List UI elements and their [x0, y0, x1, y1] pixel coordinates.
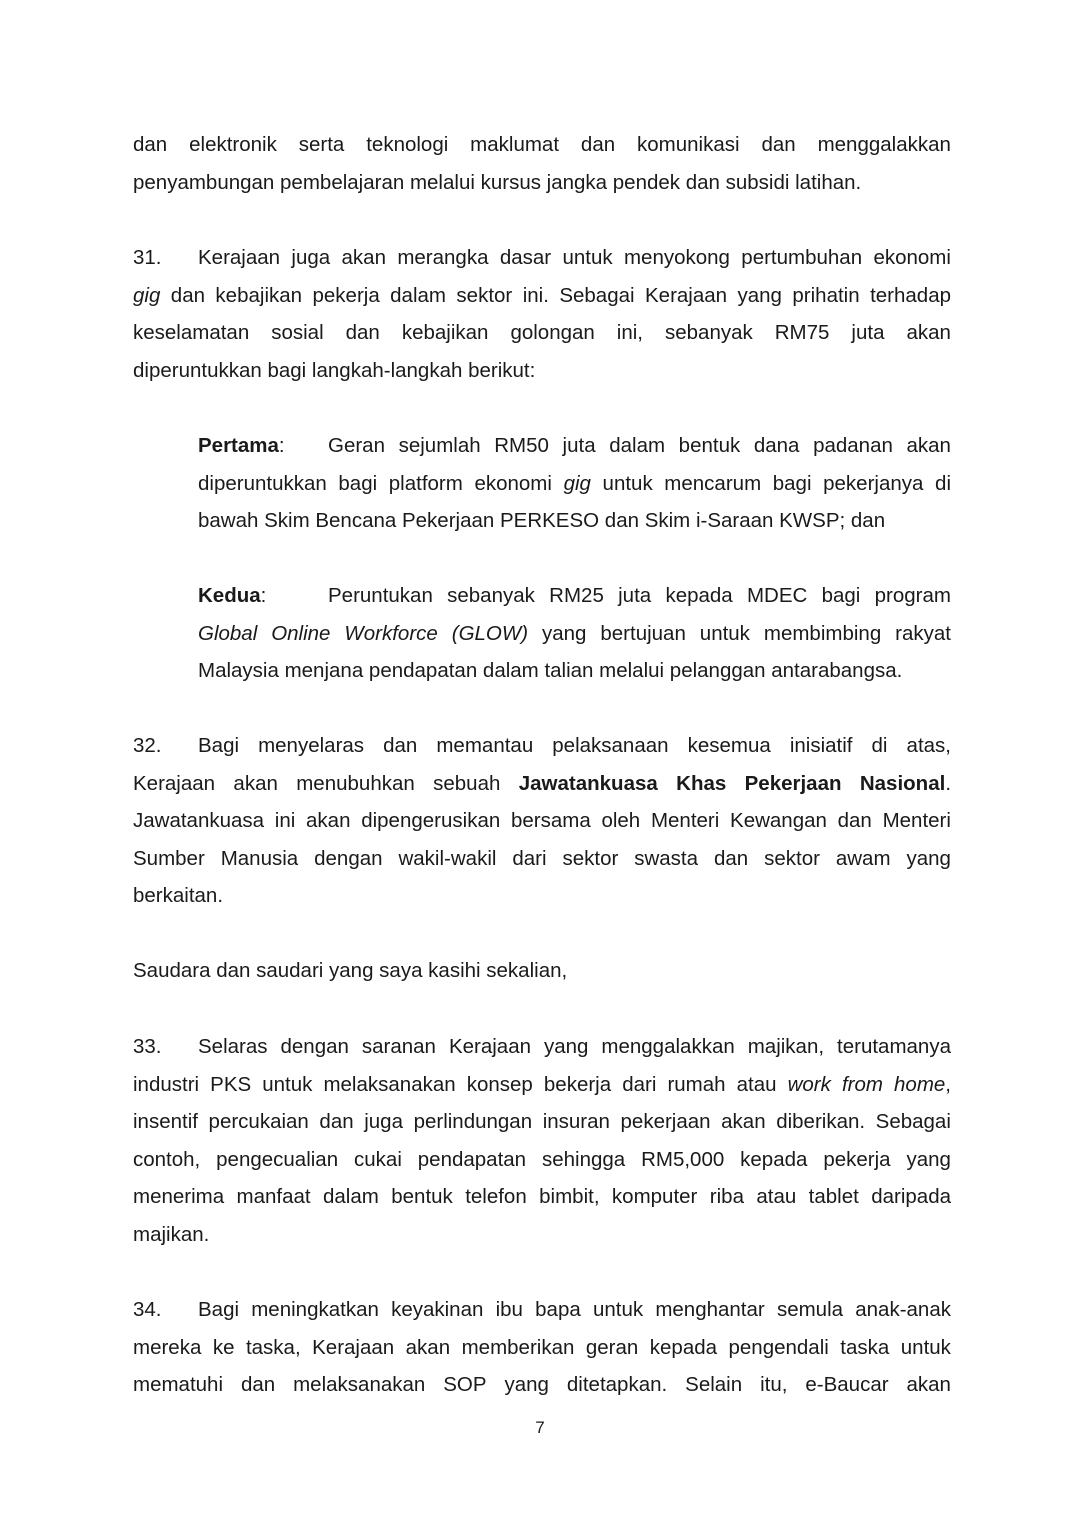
kedua-line-2: Global Online Workforce (GLOW) yang bertujuan untuk membimbing rakyat — [198, 621, 951, 645]
intro-paragraph — [133, 126, 951, 201]
paragraph-31 — [133, 239, 951, 389]
p31-line-2: gig dan kebajikan pekerja dalam sektor ini. Sebagai Kerajaan yang prihatin terhadap — [133, 283, 951, 307]
p32-line-1: 32. Bagi menyelaras dan memantau pelaksanaan kesemua inisiatif di atas, — [133, 727, 951, 765]
intro-line-2: penyambungan pembelajaran melalui kursus jangka pendek dan subsidi latihan. — [133, 170, 862, 194]
p33-line-2: industri PKS untuk melaksanakan konsep bekerja dari rumah atau work from home, — [133, 1072, 951, 1096]
p31-line-1: 31. Kerajaan juga akan merangka dasar untuk menyokong pertumbuhan ekonomi — [133, 239, 951, 277]
p32-line-2: Kerajaan akan menubuhkan sebuah Jawatankuasa Khas Pekerjaan Nasional. — [133, 771, 952, 795]
paragraph-number: 34. — [133, 1298, 162, 1321]
p33-line-5: menerima manfaat dalam bentuk telefon bimbit, komputer riba atau tablet daripada — [133, 1185, 951, 1209]
p34-line-3: mematuhi dan melaksanakan SOP yang ditetapkan. Selain itu, e-Baucar akan — [133, 1373, 951, 1397]
p34-line-1: 34. Bagi meningkatkan keyakinan ibu bapa untuk menghantar semula anak-anak — [133, 1291, 951, 1329]
sub-label-pertama: Pertama — [198, 434, 279, 457]
paragraph-32 — [133, 727, 951, 915]
p34-line-2: mereka ke taska, Kerajaan akan memberikan geran kepada pengendali taska untuk — [133, 1335, 951, 1359]
sub-label-kedua: Kedua — [198, 584, 261, 607]
p33-line-4: contoh, pengecualian cukai pendapatan sehingga RM5,000 kepada pekerja yang — [133, 1147, 951, 1171]
page-number: 7 — [535, 1418, 545, 1437]
p32-line-4: Sumber Manusia dengan wakil-wakil dari sektor swasta dan sektor awam yang — [133, 846, 951, 870]
paragraph-34 — [133, 1291, 951, 1404]
p33-line-6: majikan. — [133, 1222, 210, 1246]
pertama-line-3: bawah Skim Bencana Pekerjaan PERKESO dan Skim i-Saraan KWSP; dan — [198, 509, 886, 533]
p31-line-4: diperuntukkan bagi langkah-langkah berikut: — [133, 358, 536, 382]
p32-line-3: Jawatankuasa ini akan dipengerusikan bersama oleh Menteri Kewangan dan Menteri — [133, 809, 951, 833]
paragraph-number: 31. — [133, 246, 162, 269]
p31-line-3: keselamatan sosial dan kebajikan golongan ini, sebanyak RM75 juta akan — [133, 321, 951, 345]
paragraph-number: 33. — [133, 1035, 162, 1058]
paragraph-33 — [133, 1028, 951, 1254]
p32-line-5: berkaitan. — [133, 884, 224, 908]
p33-line-1: 33. Selaras dengan saranan Kerajaan yang menggalakkan majikan, terutamanya — [133, 1028, 951, 1066]
pertama-line-2: diperuntukkan bagi platform ekonomi gig untuk mencarum bagi pekerjanya di — [198, 471, 951, 495]
kedua-line-3: Malaysia menjana pendapatan dalam talian melalui pelanggan antarabangsa. — [198, 659, 903, 683]
p33-line-3: insentif percukaian dan juga perlindungan insuran pekerjaan akan diberikan. Sebagai — [133, 1110, 951, 1134]
intro-line-1: dan elektronik serta teknologi maklumat dan komunikasi dan menggalakkan — [133, 133, 951, 156]
sub-item-kedua: Kedua: Peruntukan sebanyak RM25 juta kepada MDEC bagi program Global Online Workforce (GLOW) yang bertujuan untuk membimbing rakyat Malaysia menjana pendapatan dalam talian melalui pelanggan antarabangsa. — [198, 577, 951, 690]
paragraph-number: 32. — [133, 734, 162, 757]
salutation: Saudara dan saudari yang saya kasihi sekalian, — [133, 959, 568, 982]
sub-item-pertama: Pertama: Geran sejumlah RM50 juta dalam bentuk dana padanan akan diperuntukkan bagi platform ekonomi gig untuk mencarum bagi pekerjanya di bawah Skim Bencana Pekerjaan PERKESO dan Skim i-Saraan KWSP; dan — [198, 427, 951, 540]
